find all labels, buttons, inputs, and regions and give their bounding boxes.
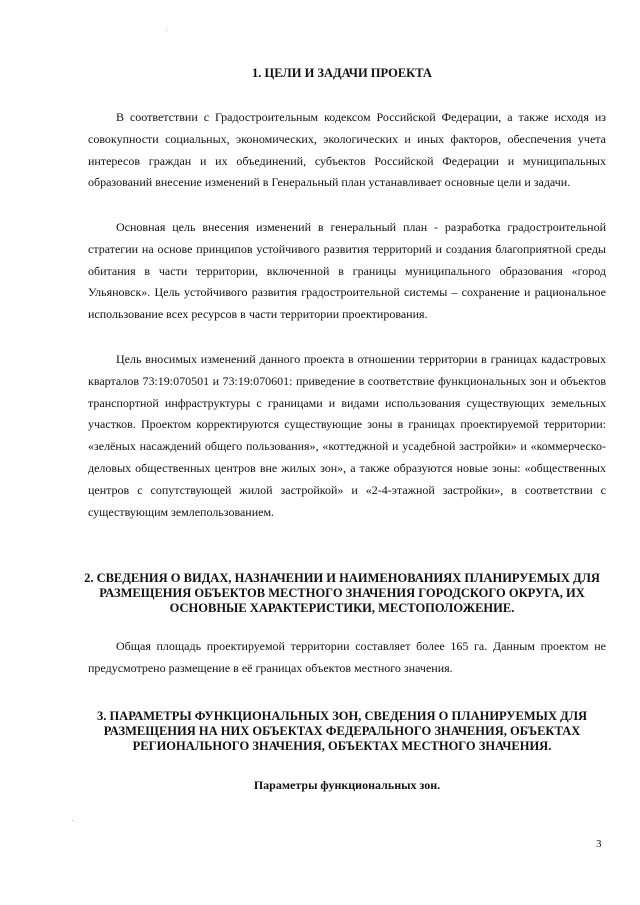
scan-speck	[72, 820, 73, 821]
page-number: 3	[596, 838, 602, 850]
section3-subheading: Параметры функциональных зон.	[253, 778, 441, 792]
section2-paragraph: Общая площадь проектируемой территории составляет более 165 га. Данным проектом не предусмотрено размещение в её границах объектов местного значения.	[88, 639, 606, 675]
section1-paragraph-2: Основная цель внесения изменений в генеральный план - разработка градостроительной стратегии на основе принципов устойчивого развития территорий и создания благоприятной среды обитания в части территории, включенной в границы муниципального образования «город Ульяновск». Цель устойчивого развития градостроительной системы – сохранение и рациональное использование всех ресурсов в части территории проектирования.	[88, 220, 606, 322]
section1-paragraph-1: В соответствии с Градостроительным кодексом Российской Федерации, а также исходя из совокупности социальных, экономических, экологических и иных факторов, обеспечения учета интересов граждан и их объединений, субъектов Российской Федерации и муниципальных образований внесение изменений в Генеральный план устанавливает основные цели и задачи.	[88, 110, 606, 190]
scan-speck	[166, 30, 167, 31]
section3-heading: 3. ПАРАМЕТРЫ ФУНКЦИОНАЛЬНЫХ ЗОН, СВЕДЕНИЯ О ПЛАНИРУЕМЫХ ДЛЯ РАЗМЕЩЕНИЯ НА НИХ ОБЪЕКТАХ ФЕДЕРАЛЬНОГО ЗНАЧЕНИЯ, ОБЪЕКТАХ РЕГИОНАЛЬНОГО ЗНАЧЕНИЯ, ОБЪЕКТАХ МЕСТНОГО ЗНАЧЕНИЯ.	[96, 709, 588, 753]
section1-paragraph-3: Цель вносимых изменений данного проекта в отношении территории в границах кадастровых кварталов 73:19:070501 и 73:19:070601: приведение в соответствие функциональных зон и объектов транспортной инфраструктуры с границами и видами использования существующих земельных участков. Проектом корректируются существующие зоны в границах проектируемой территории: «зелёных насаждений общего пользования», «коттеджной и усадебной застройки» и «коммерческо-деловых общественных центров вне жилых зон», а также образуются новые зоны: «общественных центров с сопутствующей жилой застройкой» и «2-4-этажной застройки», в соответствии с существующим землепользованием.	[88, 352, 606, 519]
section1-heading: 1. ЦЕЛИ И ЗАДАЧИ ПРОЕКТА	[252, 66, 432, 80]
section2-heading: 2. СВЕДЕНИЯ О ВИДАХ, НАЗНАЧЕНИИ И НАИМЕНОВАНИЯХ ПЛАНИРУЕМЫХ ДЛЯ РАЗМЕЩЕНИЯ ОБЪЕКТОВ МЕСТНОГО ЗНАЧЕНИЯ ГОРОДСКОГО ОКРУГА, ИХ ОСНОВНЫЕ ХАРАКТЕРИСТИКИ, МЕСТОПОЛОЖЕНИЕ.	[84, 571, 600, 615]
